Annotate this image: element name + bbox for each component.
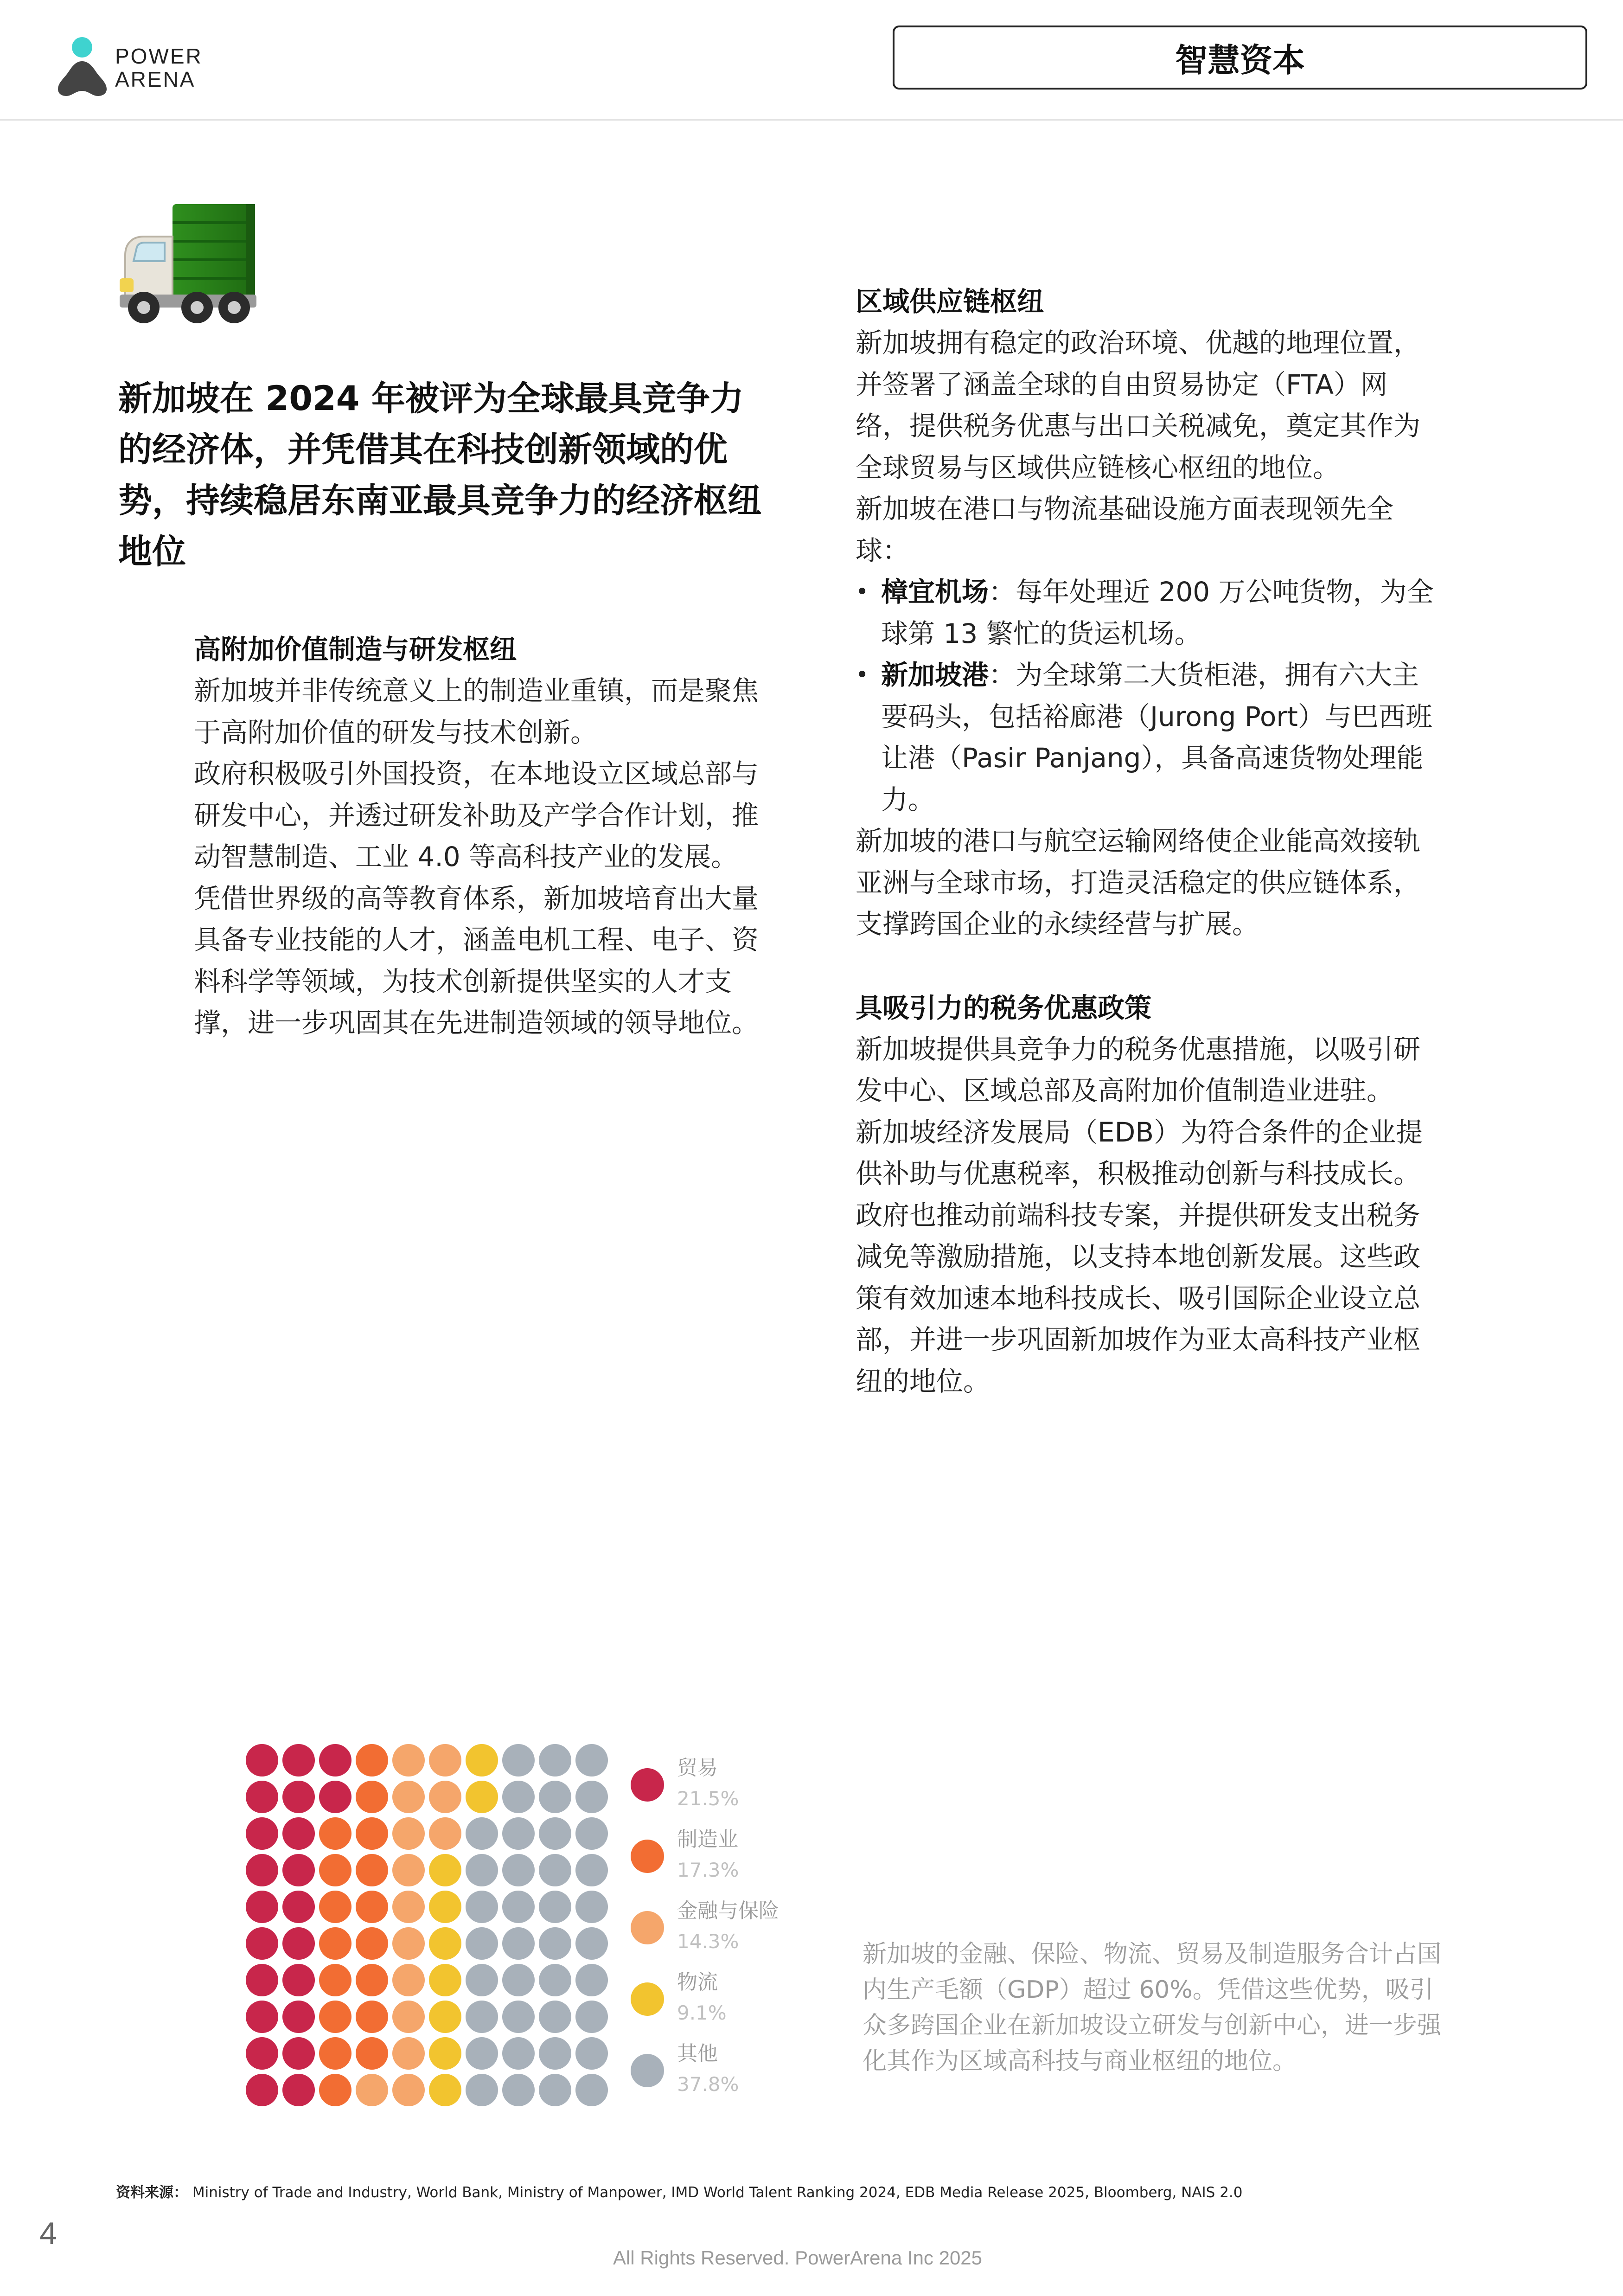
legend-item: [631, 1968, 816, 2037]
waffle-dot: [319, 1854, 351, 1886]
waffle-dot: [539, 1891, 571, 1923]
tax-paragraph: 政府也推动前端科技专案，并提供研发支出税务减免等激励措施，以支持本地创新发展。这些政策有效加速本地科技成长、吸引国际企业设立总部，并进一步巩固新加坡作为亚太高科技产业枢纽的地位。: [856, 1199, 1421, 1397]
waffle-dot: [575, 1927, 608, 1960]
waffle-dot: [502, 1781, 535, 1813]
waffle-dot: [356, 1891, 388, 1923]
waffle-dot: [502, 1744, 535, 1777]
waffle-dot: [429, 1891, 461, 1923]
logo-wordmark: [115, 45, 203, 91]
logo-line-2: ARENA: [115, 67, 196, 91]
tax-title: 具吸引力的税务优惠政策: [856, 992, 1152, 1024]
supply-chain-title: 区域供应链枢纽: [856, 286, 1044, 317]
legend-item: [631, 1825, 816, 1894]
waffle-dot: [466, 1891, 498, 1923]
page-number: 4: [39, 2216, 57, 2251]
waffle-dot: [282, 2074, 315, 2106]
waffle-dot: [246, 1891, 278, 1923]
waffle-dot: [246, 2001, 278, 2033]
legend-value: 37.8%: [677, 2073, 739, 2096]
supply-chain-section: [856, 281, 1435, 945]
waffle-dot: [502, 1854, 535, 1886]
waffle-dot: [539, 2074, 571, 2106]
waffle-dot: [502, 2001, 535, 2033]
waffle-dot: [356, 1817, 388, 1850]
waffle-dot: [282, 1964, 315, 1996]
logo-line-1: POWER: [115, 44, 203, 68]
source-note: [116, 2182, 1507, 2203]
legend-label: 制造业: [677, 1828, 738, 1851]
waffle-dot: [356, 1964, 388, 1996]
waffle-dot: [319, 1817, 351, 1850]
legend-swatch: [631, 1982, 664, 2016]
legend-label: 其他: [677, 2042, 718, 2065]
waffle-dot: [246, 1854, 278, 1886]
waffle-dot: [466, 1744, 498, 1777]
logo-dot: [72, 37, 92, 58]
waffle-dot: [392, 1854, 425, 1886]
waffle-dot: [429, 2074, 461, 2106]
tax-paragraph: 新加坡经济发展局（EDB）为符合条件的企业提供补助与优惠税率，积极推动创新与科技成长。: [856, 1116, 1423, 1189]
waffle-dot: [502, 1964, 535, 1996]
manufacturing-paragraph: 政府积极吸引外国投资，在本地设立区域总部与研发中心，并透过研发补助及产学合作计划，推动智慧制造、工业 4.0 等高科技产业的发展。: [194, 758, 759, 872]
legend-label: 金融与保险: [677, 1899, 779, 1923]
right-column: [856, 281, 1435, 1402]
legend-swatch: [631, 1840, 664, 1873]
waffle-dot: [246, 1744, 278, 1777]
waffle-dot: [356, 2037, 388, 2070]
waffle-dot: [539, 1817, 571, 1850]
waffle-dot: [429, 1817, 461, 1850]
waffle-dot: [502, 1817, 535, 1850]
bullet-item-port: [856, 654, 1435, 821]
delivery-truck-icon: [116, 202, 260, 329]
waffle-dot: [575, 2001, 608, 2033]
waffle-dot: [356, 1927, 388, 1960]
waffle-dot: [392, 1927, 425, 1960]
waffle-dot: [246, 1927, 278, 1960]
waffle-dot: [502, 1891, 535, 1923]
waffle-dot: [429, 2001, 461, 2033]
waffle-dot: [392, 1781, 425, 1813]
waffle-dot: [466, 1964, 498, 1996]
waffle-dot: [356, 1854, 388, 1886]
waffle-dot: [392, 2037, 425, 2070]
legend-value: 14.3%: [677, 1930, 739, 1953]
manufacturing-title: 高附加价值制造与研发枢纽: [194, 634, 517, 665]
waffle-dot: [282, 1854, 315, 1886]
tax-paragraph: 新加坡提供具竞争力的税务优惠措施，以吸引研发中心、区域总部及高附加价值制造业进驻。: [856, 1033, 1421, 1106]
waffle-dot: [466, 1781, 498, 1813]
waffle-dot: [466, 1817, 498, 1850]
waffle-dot: [466, 1927, 498, 1960]
waffle-dot: [246, 2037, 278, 2070]
waffle-dot: [466, 1854, 498, 1886]
waffle-dot: [319, 1964, 351, 1996]
legend-swatch: [631, 1768, 664, 1802]
waffle-dot: [392, 1817, 425, 1850]
waffle-dot: [429, 1854, 461, 1886]
waffle-dot: [539, 1744, 571, 1777]
legend-item: [631, 1753, 816, 1823]
logo-mark-icon: [58, 61, 107, 96]
legend-value: 21.5%: [677, 1787, 739, 1810]
chart-caption: 新加坡的金融、保险、物流、贸易及制造服务合计占国内生产毛额（GDP）超过 60%。凭借这些优势，吸引众多跨国企业在新加坡设立研发与创新中心，进一步强化其作为区域高科技与商业枢纽的地位。: [863, 1940, 1442, 2075]
waffle-dot: [502, 2037, 535, 2070]
bullet-term: 新加坡港: [881, 659, 989, 691]
brand-logo[interactable]: [58, 37, 216, 97]
waffle-dot: [392, 2001, 425, 2033]
waffle-dot: [466, 2037, 498, 2070]
waffle-dot: [575, 1964, 608, 1996]
page-header: [0, 0, 1623, 121]
waffle-dot: [539, 1964, 571, 1996]
waffle-dot: [282, 1744, 315, 1777]
bullet-text: ：为全球第二大货柜港，拥有六大主要码头，包括裕廊港（Jurong Port）与巴西班让港（Pasir Panjang），具备高速货物处理能力。: [881, 659, 1432, 815]
waffle-dot: [392, 1964, 425, 1996]
section-tag: 智慧资本: [893, 26, 1587, 90]
legend-value: 9.1%: [677, 2001, 727, 2024]
source-label: 资料来源：: [116, 2184, 188, 2201]
waffle-dot: [319, 1891, 351, 1923]
waffle-dot: [319, 2074, 351, 2106]
gdp-waffle-chart: [246, 1744, 621, 2115]
waffle-dot: [429, 1781, 461, 1813]
supply-chain-paragraph: 新加坡在港口与物流基础设施方面表现领先全球：: [856, 493, 1394, 566]
waffle-dot: [502, 2074, 535, 2106]
waffle-dot: [392, 1891, 425, 1923]
waffle-dot: [392, 1744, 425, 1777]
waffle-dot: [575, 1891, 608, 1923]
waffle-dot: [429, 1964, 461, 1996]
waffle-dot: [539, 1781, 571, 1813]
manufacturing-paragraph: 凭借世界级的高等教育体系，新加坡培育出大量具备专业技能的人才，涵盖电机工程、电子、资料科学等领域，为技术创新提供坚实的人才支撑，进一步巩固其在先进制造领域的领导地位。: [194, 882, 759, 1039]
page-headline: 新加坡在 2024 年被评为全球最具竞争力的经济体，并凭借其在科技创新领域的优势，持续稳居东南亚最具竞争力的经济枢纽地位: [118, 379, 761, 571]
waffle-dot: [466, 2074, 498, 2106]
legend-swatch: [631, 2054, 664, 2087]
legend-value: 17.3%: [677, 1859, 739, 1881]
waffle-dot: [575, 1854, 608, 1886]
waffle-dot: [356, 1744, 388, 1777]
manufacturing-paragraph: 新加坡并非传统意义上的制造业重镇，而是聚焦于高附加价值的研发与技术创新。: [194, 675, 759, 748]
waffle-dot: [319, 2001, 351, 2033]
waffle-dot: [246, 1781, 278, 1813]
waffle-dot: [319, 2037, 351, 2070]
legend-swatch: [631, 1911, 664, 1944]
waffle-dot: [356, 1781, 388, 1813]
waffle-dot: [429, 1744, 461, 1777]
waffle-dot: [502, 1927, 535, 1960]
waffle-dot: [575, 2074, 608, 2106]
waffle-dot: [319, 1744, 351, 1777]
waffle-dot: [282, 2037, 315, 2070]
waffle-dot: [429, 1927, 461, 1960]
waffle-dot: [429, 2037, 461, 2070]
waffle-dot: [575, 1781, 608, 1813]
supply-chain-paragraph: 新加坡拥有稳定的政治环境、优越的地理位置，并签署了涵盖全球的自由贸易协定（FTA）网络，提供税务优惠与出口关税减免，奠定其作为全球贸易与区域供应链核心枢纽的地位。: [856, 327, 1421, 483]
waffle-dot: [575, 2037, 608, 2070]
waffle-dot: [539, 1927, 571, 1960]
waffle-dot: [319, 1781, 351, 1813]
waffle-dot: [246, 2074, 278, 2106]
waffle-dot: [392, 2074, 425, 2106]
legend-item: [631, 1896, 816, 1966]
waffle-dot: [466, 2001, 498, 2033]
legend-label: 物流: [677, 1970, 718, 1994]
supply-chain-closing: 新加坡的港口与航空运输网络使企业能高效接轨亚洲与全球市场，打造灵活稳定的供应链体系，支撑跨国企业的永续经营与扩展。: [856, 825, 1421, 940]
waffle-dot: [246, 1817, 278, 1850]
waffle-dot: [356, 2001, 388, 2033]
tax-section: [856, 987, 1435, 1403]
waffle-dot: [246, 1964, 278, 1996]
waffle-dot: [282, 1817, 315, 1850]
bullet-text: ：每年处理近 200 万公吨货物，为全球第 13 繁忙的货运机场。: [881, 576, 1434, 649]
manufacturing-section: [194, 629, 773, 1044]
copyright-notice: All Rights Reserved. PowerArena Inc 2025: [613, 2247, 983, 2269]
waffle-dot: [282, 1891, 315, 1923]
bullet-item-changi: [856, 571, 1435, 654]
waffle-dot: [319, 1927, 351, 1960]
source-text: Ministry of Trade and Industry, World Bank, Ministry of Manpower, IMD World Talent Ranking 2024, EDB Media Release 2025, Bloomberg, NAIS 2.0: [192, 2184, 1243, 2201]
waffle-dot: [539, 1854, 571, 1886]
waffle-dot: [575, 1817, 608, 1850]
waffle-dot: [575, 1744, 608, 1777]
waffle-dot: [539, 2037, 571, 2070]
waffle-dot: [356, 2074, 388, 2106]
bullet-term: 樟宜机场: [881, 576, 989, 608]
waffle-dot: [282, 1781, 315, 1813]
waffle-dot: [539, 2001, 571, 2033]
legend-item: [631, 2039, 816, 2109]
waffle-dot: [282, 2001, 315, 2033]
legend-label: 贸易: [677, 1756, 718, 1780]
waffle-dot: [282, 1927, 315, 1960]
logistics-bullet-list: [856, 571, 1435, 821]
